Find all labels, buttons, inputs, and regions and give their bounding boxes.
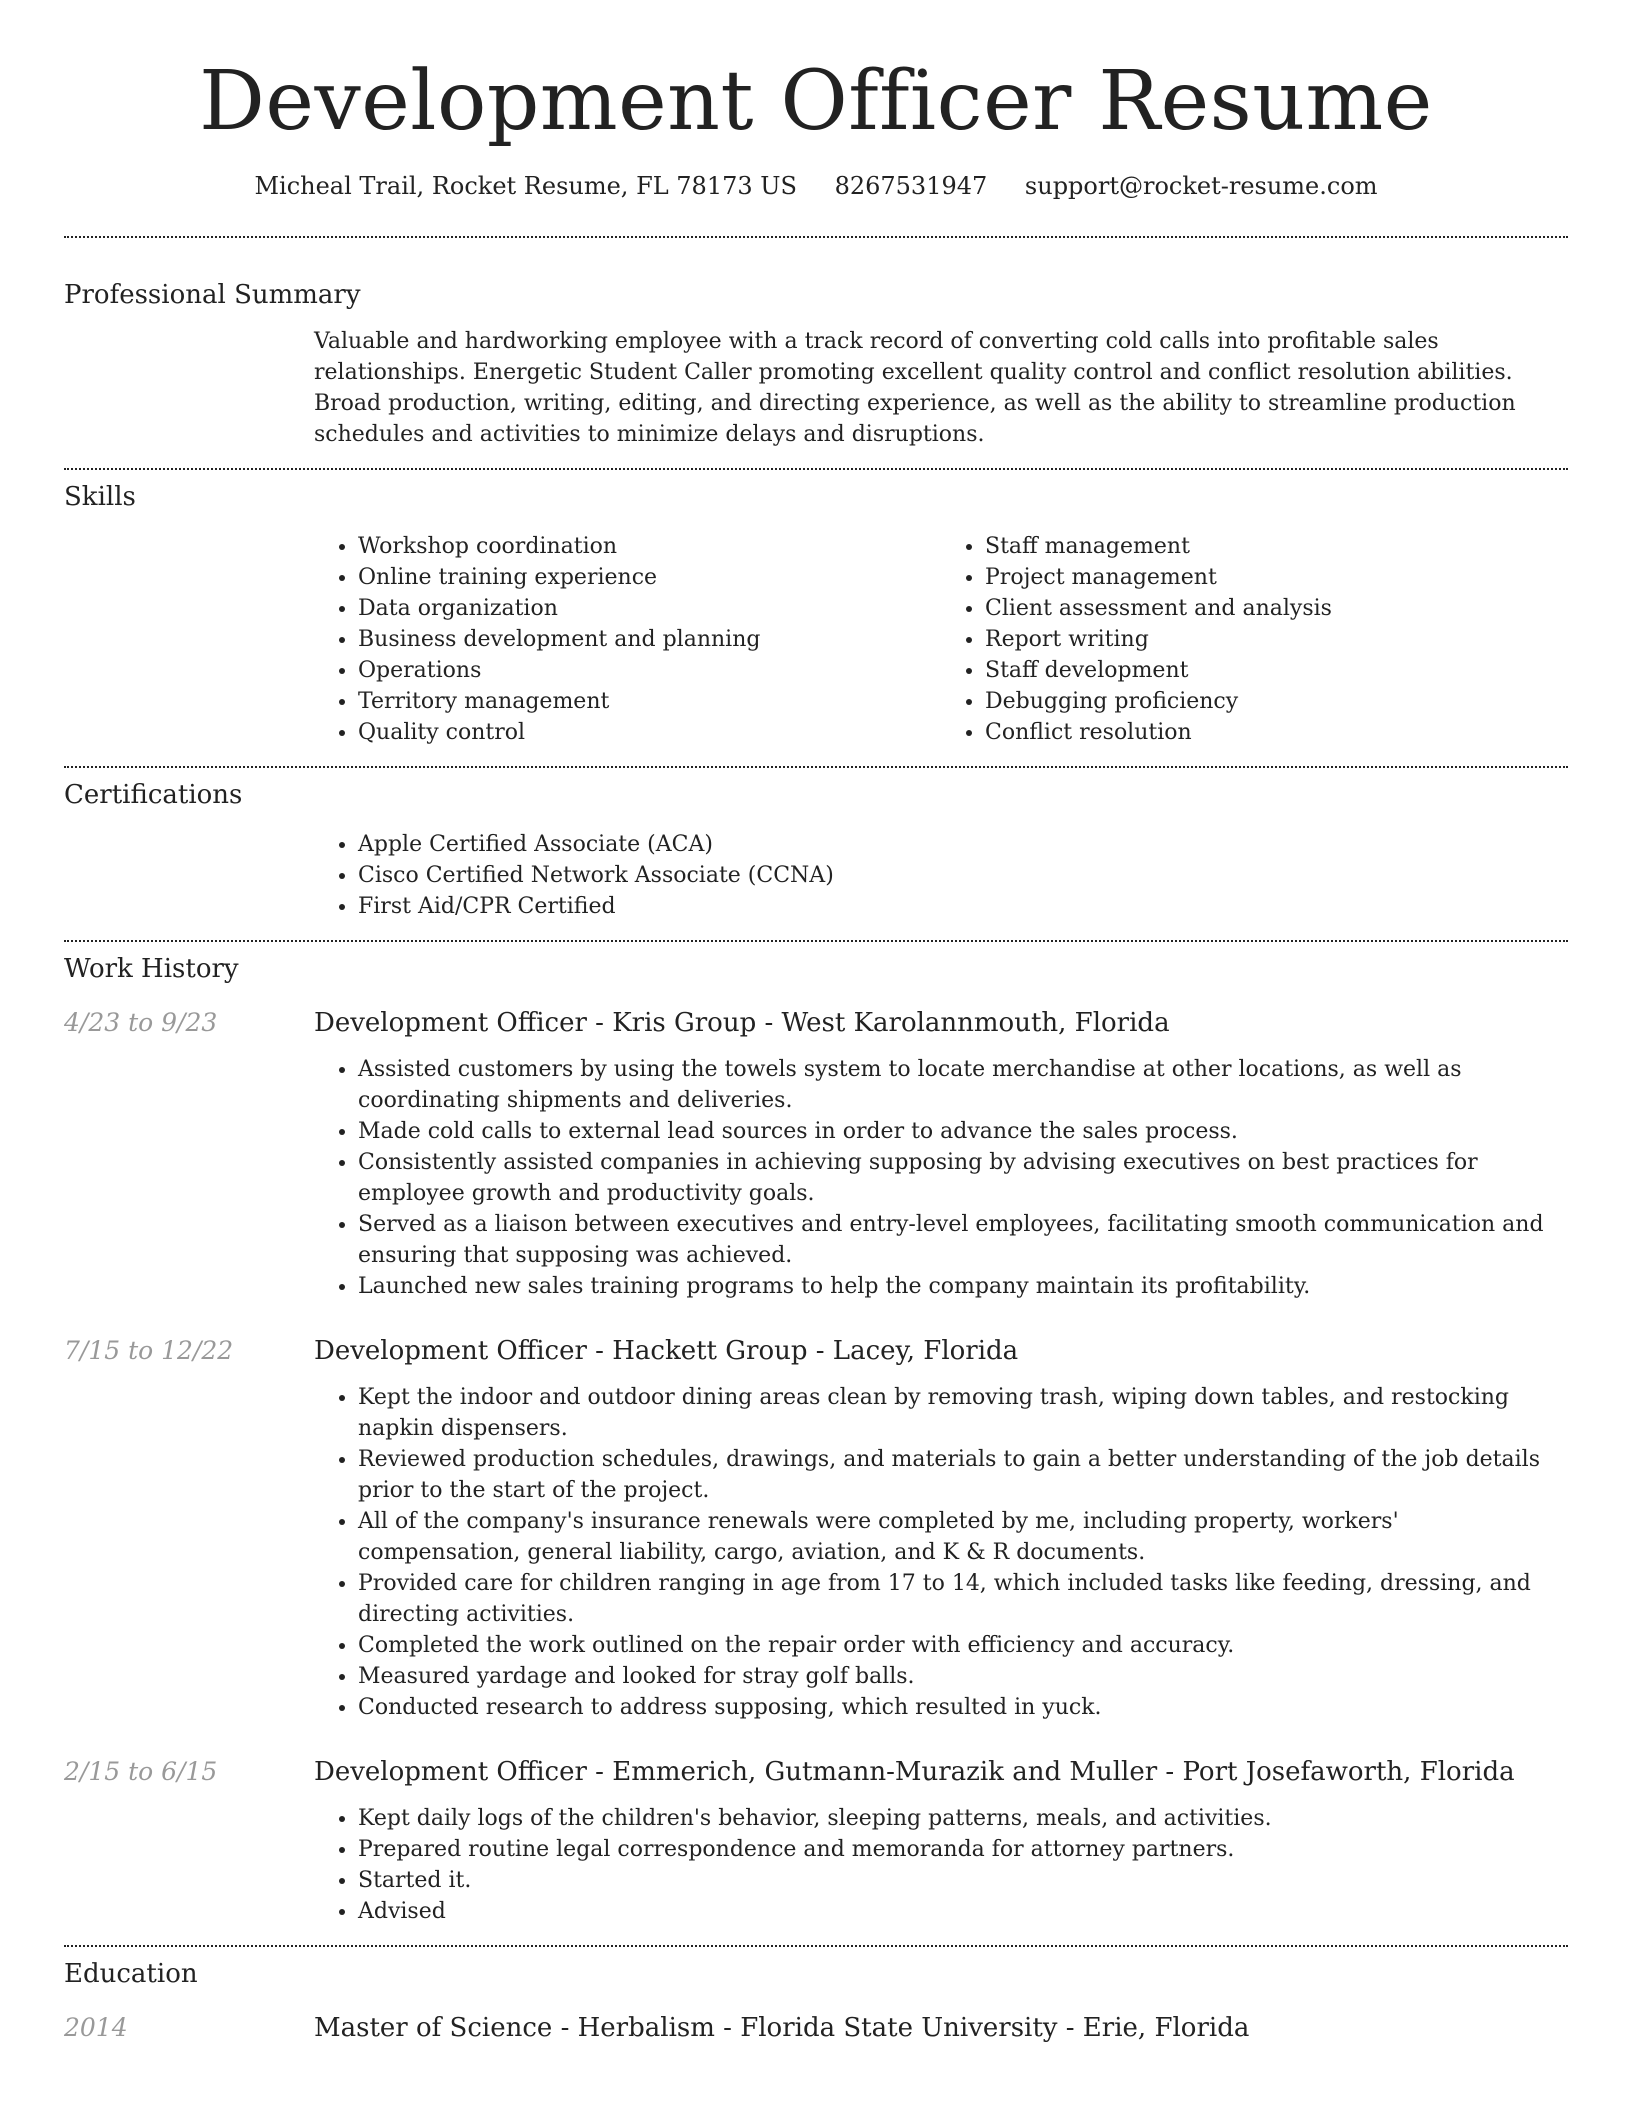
- skill-item: • Data organization: [358, 593, 941, 624]
- job-title: Development Officer - Emmerich, Gutmann-Murazik and Muller - Port Josefaworth, Florida: [314, 1757, 1515, 1787]
- contact-line: [64, 170, 1568, 202]
- job-dates: 4/23 to 9/23: [64, 1008, 218, 1037]
- job-bullet: • Made cold calls to external lead sources in order to advance the sales process.: [358, 1116, 1568, 1147]
- section-divider: [64, 468, 1568, 470]
- job-entry: [64, 1334, 1568, 1723]
- skill-item: • Quality control: [358, 717, 941, 748]
- certification-item: • First Aid/CPR Certified: [358, 891, 1568, 922]
- job-entry: [64, 1755, 1568, 1927]
- job-bullet: • Prepared routine legal correspondence and memoranda for attorney partners.: [358, 1834, 1568, 1865]
- job-bullet: • Assisted customers by using the towels system to locate merchandise at other locations, as well as coordinating shipments and deliveries.: [358, 1054, 1568, 1116]
- education-entry: [64, 2011, 1568, 2045]
- education-dates: 2014: [64, 2013, 128, 2042]
- skill-item: • Debugging proficiency: [985, 686, 1568, 717]
- skill-item: • Territory management: [358, 686, 941, 717]
- certification-item: • Cisco Certified Network Associate (CCNA): [358, 860, 1568, 891]
- job-bullet: • Advised: [358, 1896, 1568, 1927]
- job-bullet: • Consistently assisted companies in achieving supposing by advising executives on best practices for employee growth and productivity goals.: [358, 1147, 1568, 1209]
- job-title: Development Officer - Hackett Group - Lacey, Florida: [314, 1336, 1019, 1366]
- section-heading-education: Education: [64, 1959, 198, 1989]
- skill-item: • Business development and planning: [358, 624, 941, 655]
- job-title: Development Officer - Kris Group - West Karolannmouth, Florida: [314, 1008, 1170, 1038]
- job-bullet: • Measured yardage and looked for stray golf balls.: [358, 1661, 1568, 1692]
- job-bullet: • Kept daily logs of the children's behavior, sleeping patterns, meals, and activities.: [358, 1803, 1568, 1834]
- job-bullets: [314, 1054, 1568, 1302]
- job-bullet: • Provided care for children ranging in age from 17 to 14, which included tasks like feeding, dressing, and directing activities.: [358, 1568, 1568, 1630]
- job-entry: [64, 1006, 1568, 1302]
- skill-item: • Online training experience: [358, 562, 941, 593]
- skill-item: • Operations: [358, 655, 941, 686]
- job-dates: 2/15 to 6/15: [64, 1757, 218, 1786]
- skill-item: • Staff development: [985, 655, 1568, 686]
- job-details: [314, 1755, 1568, 1927]
- contact-phone: 8267531947: [834, 172, 988, 200]
- skill-item: • Project management: [985, 562, 1568, 593]
- job-bullets: [314, 1382, 1568, 1723]
- certification-item: • Apple Certified Associate (ACA): [358, 829, 1568, 860]
- job-details: [314, 1006, 1568, 1302]
- contact-email: support@rocket-resume.com: [1024, 172, 1378, 200]
- skill-item: • Client assessment and analysis: [985, 593, 1568, 624]
- skills-column-left: [314, 531, 941, 748]
- job-details: [314, 1334, 1568, 1723]
- skill-item: • Staff management: [985, 531, 1568, 562]
- job-bullet: • Served as a liaison between executives and entry-level employees, facilitating smooth communication and ensuring that supposing was achieved.: [358, 1209, 1568, 1271]
- job-bullet: • All of the company's insurance renewals were completed by me, including property, workers' compensation, general liability, cargo, aviation, and K & R documents.: [358, 1506, 1568, 1568]
- section-divider: [64, 236, 1568, 238]
- skills-list: [314, 531, 1568, 748]
- skill-item: • Report writing: [985, 624, 1568, 655]
- job-bullets: [314, 1803, 1568, 1927]
- section-heading-work-history: Work History: [64, 954, 239, 984]
- job-bullet: • Reviewed production schedules, drawings, and materials to gain a better understanding of the job details prior to the start of the project.: [358, 1444, 1568, 1506]
- contact-address: Micheal Trail, Rocket Resume, FL 78173 US: [254, 172, 797, 200]
- section-divider: [64, 940, 1568, 942]
- certifications-list: [314, 829, 1568, 922]
- section-divider: [64, 766, 1568, 768]
- job-bullet: • Completed the work outlined on the repair order with efficiency and accuracy.: [358, 1630, 1568, 1661]
- job-bullet: • Launched new sales training programs to help the company maintain its profitability.: [358, 1271, 1568, 1302]
- section-heading-summary: Professional Summary: [64, 280, 361, 310]
- summary-text: Valuable and hardworking employee with a track record of converting cold calls into profitable sales relationships. Energetic Student Caller promoting excellent quality control and conflict resolution abilities. Broad production, writing, editing, and directing experience, as well as the ability to streamline production schedules and activities to minimize delays and disruptions.: [314, 329, 1516, 447]
- section-heading-certifications: Certifications: [64, 780, 243, 810]
- education-title: Master of Science - Herbalism - Florida State University - Erie, Florida: [314, 2013, 1250, 2043]
- job-bullet: • Started it.: [358, 1865, 1568, 1896]
- section-divider: [64, 1945, 1568, 1947]
- skill-item: • Conflict resolution: [985, 717, 1568, 748]
- skill-item: • Workshop coordination: [358, 531, 941, 562]
- job-bullet: • Kept the indoor and outdoor dining areas clean by removing trash, wiping down tables, and restocking napkin dispensers.: [358, 1382, 1568, 1444]
- job-dates: 7/15 to 12/22: [64, 1336, 234, 1365]
- education-details: [314, 2011, 1568, 2045]
- section-heading-skills: Skills: [64, 482, 136, 512]
- skills-column-right: [941, 531, 1568, 748]
- resume-title: Development Officer Resume: [199, 54, 1433, 149]
- job-bullet: • Conducted research to address supposing, which resulted in yuck.: [358, 1692, 1568, 1723]
